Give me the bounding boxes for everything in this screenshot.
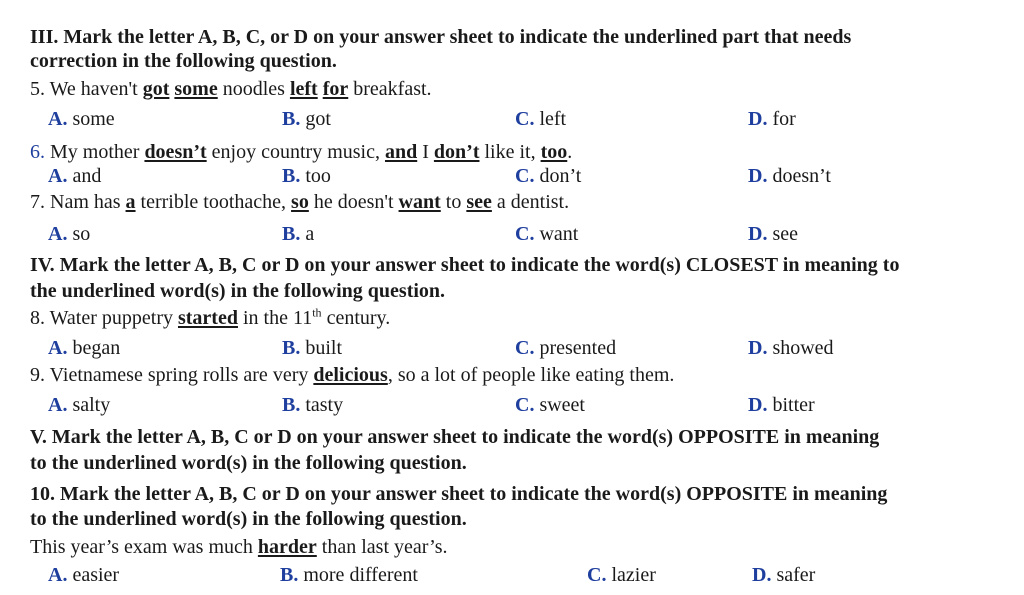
q9-text: , so a lot of people like eating them. — [387, 364, 675, 386]
q10-text: This year’s exam was much — [30, 536, 258, 558]
option-letter: C. — [515, 394, 535, 416]
q5-underlined-for: for — [322, 78, 349, 100]
option-text: don’t — [539, 165, 582, 187]
q5-underlined-left: left — [289, 78, 318, 100]
question-10 — [30, 535, 448, 559]
q6-text: like it, — [479, 141, 541, 163]
q8-option-a[interactable] — [48, 336, 120, 360]
option-text: bitter — [772, 394, 815, 416]
option-text: showed — [772, 337, 834, 359]
section-iii-heading-1: III. Mark the letter A, B, C, or D on your answer sheet to indicate the underlined part that needs — [30, 26, 852, 48]
option-text: built — [305, 337, 343, 359]
option-letter: B. — [282, 108, 301, 130]
option-text: too — [305, 165, 331, 187]
q7-underlined-a: a — [125, 191, 136, 213]
question-8 — [30, 306, 390, 330]
q6-text: My mother — [45, 141, 145, 163]
q10-text: than last year’s. — [316, 536, 448, 558]
q5-underlined-got: got — [142, 78, 170, 100]
question-6 — [30, 140, 572, 164]
option-letter: A. — [48, 394, 68, 416]
q6-underlined-dont: don’t — [433, 141, 480, 163]
option-text: tasty — [305, 394, 344, 416]
option-letter: A. — [48, 108, 68, 130]
q5-option-d[interactable] — [748, 107, 796, 131]
q10-option-c[interactable] — [587, 563, 656, 587]
q6-option-a[interactable] — [48, 164, 101, 188]
question-10-heading-2: to the underlined word(s) in the following question. — [30, 508, 467, 530]
option-letter: D. — [748, 165, 768, 187]
option-letter: D. — [748, 394, 768, 416]
option-letter: D. — [748, 108, 768, 130]
option-letter: C. — [587, 564, 607, 586]
question-5 — [30, 77, 432, 101]
q8-option-b[interactable] — [282, 336, 342, 360]
option-letter: D. — [748, 223, 768, 245]
option-letter: C. — [515, 108, 535, 130]
option-letter: B. — [282, 223, 301, 245]
q7-underlined-so: so — [291, 191, 309, 213]
question-9 — [30, 363, 674, 387]
q8-superscript: th — [312, 305, 322, 320]
question-10-heading-1: 10. Mark the letter A, B, C or D on your answer sheet to indicate the word(s) OPPOSITE in meaning — [30, 483, 888, 505]
q6-option-d[interactable] — [748, 164, 831, 188]
option-text: some — [72, 108, 115, 130]
section-v-heading-2: to the underlined word(s) in the following question. — [30, 452, 467, 474]
q10-option-b[interactable] — [280, 563, 418, 587]
q6-number: 6. — [30, 141, 45, 163]
q10-underlined-harder: harder — [257, 536, 317, 558]
option-letter: C. — [515, 337, 535, 359]
q6-text: . — [567, 141, 573, 163]
option-letter: D. — [752, 564, 772, 586]
section-iii-heading-2: correction in the following question. — [30, 50, 337, 72]
q9-underlined-delicious: delicious — [313, 364, 388, 386]
q9-option-b[interactable] — [282, 393, 343, 417]
q10-option-d[interactable] — [752, 563, 815, 587]
option-text: salty — [72, 394, 111, 416]
q7-option-c[interactable] — [515, 222, 578, 246]
option-text: see — [772, 223, 798, 245]
q9-text: 9. Vietnamese spring rolls are very — [30, 364, 314, 386]
option-text: a — [305, 223, 315, 245]
q6-text: enjoy country music, — [206, 141, 385, 163]
question-7 — [30, 190, 569, 214]
q7-text: to — [440, 191, 467, 213]
option-letter: B. — [282, 337, 301, 359]
option-letter: A. — [48, 337, 68, 359]
q5-text: noodles — [217, 78, 290, 100]
q8-text: in the 11 — [237, 307, 313, 329]
q6-option-b[interactable] — [282, 164, 331, 188]
option-text: doesn’t — [772, 165, 831, 187]
q6-text: I — [417, 141, 434, 163]
option-letter: C. — [515, 165, 535, 187]
option-text: lazier — [611, 564, 656, 586]
q6-underlined-doesnt: doesn’t — [144, 141, 207, 163]
option-text: easier — [72, 564, 120, 586]
option-letter: D. — [748, 337, 768, 359]
q6-underlined-too: too — [540, 141, 568, 163]
option-letter: A. — [48, 165, 68, 187]
option-letter: B. — [280, 564, 299, 586]
section-v-heading-1: V. Mark the letter A, B, C or D on your answer sheet to indicate the word(s) OPPOSITE in meaning — [30, 426, 880, 448]
option-text: and — [72, 165, 102, 187]
q8-option-c[interactable] — [515, 336, 616, 360]
q8-underlined-started: started — [177, 307, 238, 329]
option-letter: A. — [48, 223, 68, 245]
q7-underlined-want: want — [398, 191, 441, 213]
q7-text: terrible toothache, — [135, 191, 292, 213]
option-text: more different — [303, 564, 418, 586]
option-text: left — [539, 108, 567, 130]
q5-option-b[interactable] — [282, 107, 331, 131]
q8-text: century. — [321, 307, 391, 329]
q9-option-a[interactable] — [48, 393, 110, 417]
option-letter: A. — [48, 564, 68, 586]
q7-text: 7. Nam has — [30, 191, 126, 213]
q7-option-d[interactable] — [748, 222, 798, 246]
q5-text: 5. We haven't — [30, 78, 143, 100]
q9-option-c[interactable] — [515, 393, 585, 417]
q5-option-c[interactable] — [515, 107, 566, 131]
q7-underlined-see: see — [466, 191, 492, 213]
q10-option-a[interactable] — [48, 563, 119, 587]
q7-text: he doesn't — [308, 191, 399, 213]
q8-option-d[interactable] — [748, 336, 834, 360]
option-text: sweet — [539, 394, 585, 416]
q8-text: 8. Water puppetry — [30, 307, 178, 329]
option-text: presented — [539, 337, 617, 359]
option-text: so — [72, 223, 91, 245]
q7-option-a[interactable] — [48, 222, 90, 246]
option-text: safer — [776, 564, 816, 586]
section-iv-heading-2: the underlined word(s) in the following question. — [30, 280, 446, 302]
option-text: for — [772, 108, 796, 130]
option-letter: C. — [515, 223, 535, 245]
q6-underlined-and: and — [384, 141, 418, 163]
option-text: began — [72, 337, 121, 359]
option-letter: B. — [282, 394, 301, 416]
q6-option-c[interactable] — [515, 164, 581, 188]
q7-option-b[interactable] — [282, 222, 314, 246]
q5-text: breakfast. — [348, 78, 432, 100]
option-letter: B. — [282, 165, 301, 187]
q7-text: a dentist. — [491, 191, 570, 213]
q9-option-d[interactable] — [748, 393, 815, 417]
section-iv-heading-1: IV. Mark the letter A, B, C or D on your answer sheet to indicate the word(s) CLOSEST in meaning to — [30, 254, 900, 276]
q5-underlined-some: some — [174, 78, 218, 100]
q5-option-a[interactable] — [48, 107, 115, 131]
option-text: want — [539, 223, 579, 245]
option-text: got — [305, 108, 331, 130]
